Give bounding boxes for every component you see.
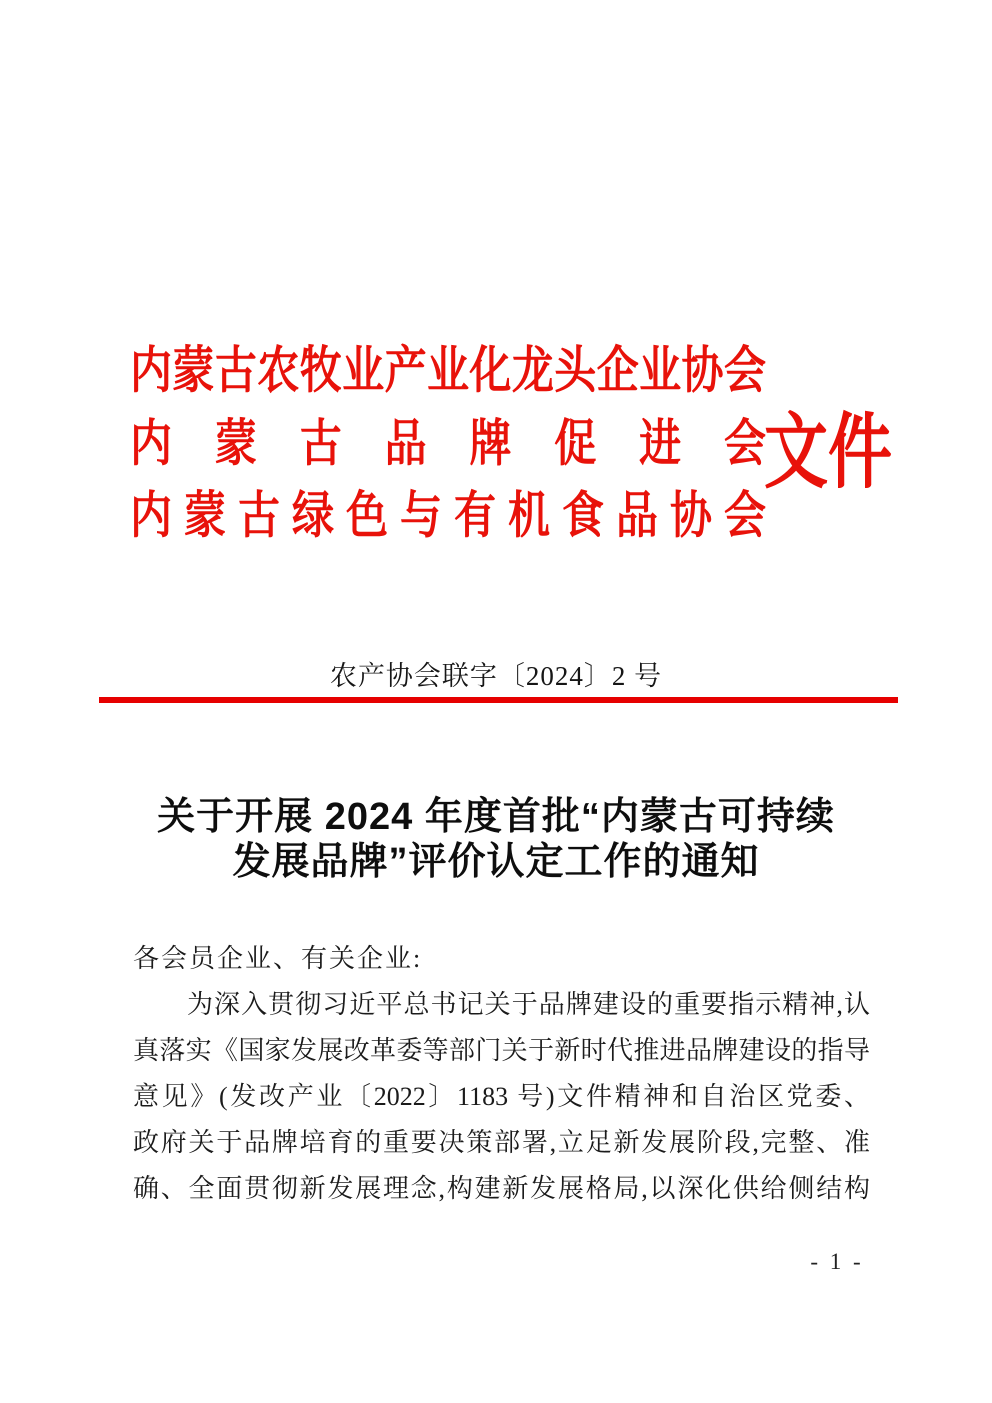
body-line: 意见》(发改产业〔2022〕1183 号)文件精神和自治区党委、 [133, 1082, 870, 1111]
body-line: 政府关于品牌培育的重要决策部署,立足新发展阶段,完整、准 [133, 1128, 870, 1157]
body-line: 真落实《国家发展改革委等部门关于新时代推进品牌建设的指导 [133, 1036, 870, 1065]
body-line: 为深入贯彻习近平总书记关于品牌建设的重要指示精神,认 [187, 990, 870, 1019]
reference-number: 农产协会联字〔2024〕2 号 [329, 661, 663, 691]
letterhead-organizations [130, 336, 766, 554]
letterhead-org-name: 内蒙古绿色与有机食品协会 [130, 489, 766, 545]
document-title-line-2: 发展品牌”评价认定工作的通知 [232, 841, 760, 883]
letterhead-org-name: 内蒙古品牌促进会 [130, 416, 766, 473]
red-separator-rule [99, 697, 898, 703]
document-body [133, 936, 870, 1212]
letterhead [130, 336, 892, 566]
salutation: 各会员企业、有关企业: [133, 944, 423, 973]
document-title-line-1: 关于开展 2024 年度首批“内蒙古可持续 [157, 796, 835, 838]
letterhead-doc-type-label: 文件 [764, 406, 892, 498]
body-line: 确、全面贯彻新发展理念,构建新发展格局,以深化供给侧结构 [133, 1174, 870, 1203]
letterhead-org-name: 内蒙古农牧业产业化龙头企业协会 [130, 344, 766, 400]
document-title [0, 795, 992, 885]
page-number: - 1 - [810, 1249, 864, 1274]
